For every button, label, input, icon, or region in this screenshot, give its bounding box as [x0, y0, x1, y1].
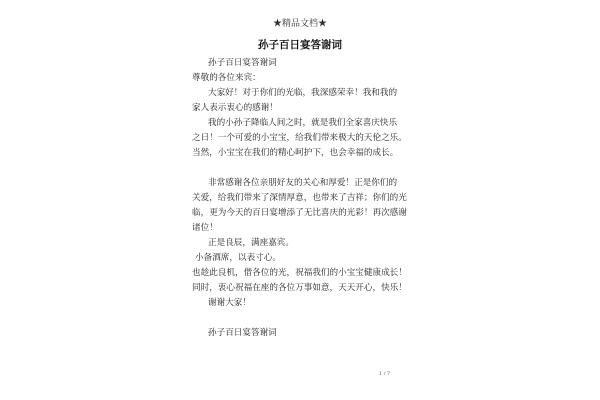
body-line: 谢谢大家！ [208, 298, 251, 308]
body-line: 当然，小宝宝在我们的精心呵护下，也会幸福的成长。 [192, 148, 399, 158]
body-line: 诸位！ [192, 223, 218, 233]
body-line: 孙子百日宴答谢词 [208, 328, 277, 338]
body-line: 同时，衷心祝福在座的各位万事如意，天天开心，快乐！ [192, 283, 407, 293]
body-line: 临，更为今天的百日宴增添了无比喜庆的光彩！再次感谢 [192, 208, 407, 218]
body-line: 正是良辰，满座嘉宾。 [208, 238, 294, 248]
body-line: 大家好！对于你们的光临，我深感荣幸！我和我的 [208, 88, 398, 98]
body-line: 尊敬的各位来宾： [192, 73, 261, 83]
body-line: 之日！一个可爱的小宝宝，给我们带来极大的天伦之乐。 [192, 133, 407, 143]
body-line: 我的小孙子降临人间之时，就是我们全家喜庆快乐 [208, 118, 398, 128]
body-line: 家人表示衷心的感谢！ [192, 103, 278, 113]
page-header: ★精品文档★ [272, 19, 327, 29]
body-line: 小备酒席，以表寸心。 [195, 253, 281, 263]
document-title: 孙子百日宴答谢词 [258, 39, 342, 51]
page-number: 1 / 7 [379, 371, 391, 377]
body-line: 孙子百日宴答谢词 [208, 58, 277, 68]
body-line: 非常感谢各位亲朋好友的关心和厚爱！正是你们的 [208, 178, 398, 188]
body-line: 也趁此良机，借各位的光，祝福我们的小宝宝健康成长！ [192, 268, 407, 278]
body-line: 关爱，给我们带来了深情厚意，也带来了吉祥；你们的光 [192, 193, 407, 203]
